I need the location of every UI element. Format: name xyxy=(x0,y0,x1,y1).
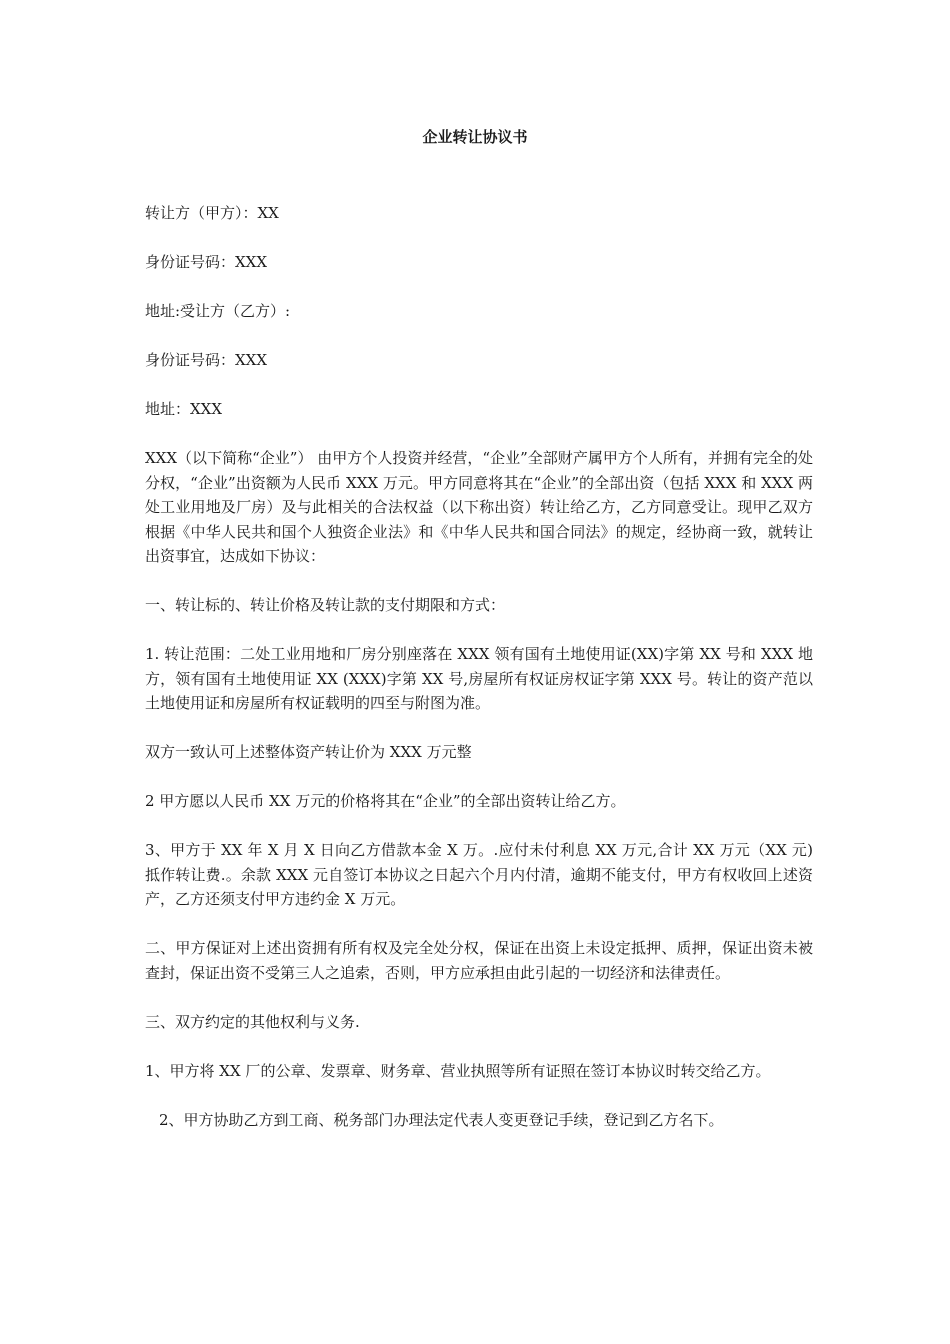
address-transferee-line: 地址:受让方（乙方）: xyxy=(145,302,291,320)
address-line: 地址：XXX xyxy=(145,400,223,418)
transferor-id-line: 身份证号码：XXX xyxy=(145,253,268,271)
clause-2-transfer: 2 甲方愿以人民币 XX 万元的价格将其在“企业”的全部出资转让给乙方。 xyxy=(145,792,626,810)
document-title: 企业转让协议书 xyxy=(422,128,528,146)
clause-3-2-registration: 2、甲方协助乙方到工商、税务部门办理法定代表人变更登记手续，登记到乙方名下。 xyxy=(159,1110,724,1129)
clause-1-scope: 1. 转让范围：二处工业用地和厂房分别座落在 XXX 领有国有土地使用证(XX)字第 XX 号和 XXX 地方，领有国有土地使用证 XX (XXX)字第 XX 号,房屋所有权证房权证字第 XXX 号。转让的资产范以土地使用证和房屋所有权证载明的四至与附图为准。 xyxy=(145,645,813,712)
clause-3-payment: 3、甲方于 XX 年 X 月 X 日向乙方借款本金 X 万。.应付未付利息 XX 万元,合计 XX 万元（XX 元)抵作转让费.。余款 XXX 元自签订本协议之日起六个月内付清，逾期不能支付，甲方有权收回上述资产，乙方还须支付甲方违约金 X 万元。 xyxy=(145,841,813,908)
clause-3-1-seals: 1、甲方将 XX 厂的公章、发票章、财务章、营业执照等所有证照在签订本协议时转交给乙方。 xyxy=(145,1061,771,1080)
clause-price-agreement: 双方一致认可上述整体资产转让价为 XXX 万元整 xyxy=(145,743,472,761)
document-body xyxy=(145,201,813,1157)
transferor-line: 转让方（甲方）：XX xyxy=(145,204,279,222)
section-2-warranty: 二、甲方保证对上述出资拥有所有权及完全处分权，保证在出资上未设定抵押、质押，保证出资未被查封，保证出资不受第三人之追索，否则，甲方应承担由此引起的一切经济和法律责任。 xyxy=(145,939,813,982)
transferee-id-line: 身份证号码：XXX xyxy=(145,351,268,369)
preamble-paragraph: XXX（以下简称“企业”） 由甲方个人投资并经营，“企业”全部财产属甲方个人所有，并拥有完全的处分权，“企业”出资额为人民币 XXX 万元。甲方同意将其在“企业”的全部出资（包括 XXX 和 XXX 两处工业用地及厂房）及与此相关的合法权益（以下称出资）转让给乙方，乙方同意受让。现甲乙双方根据《中华人民共和国个人独资企业法》和《中华人民共和国合同法》的规定，经协商一致，就转让出资事宜，达成如下协议： xyxy=(145,449,813,565)
section-3-heading: 三、双方约定的其他权利与义务. xyxy=(145,1012,360,1031)
section-1-heading: 一、转让标的、转让价格及转让款的支付期限和方式： xyxy=(145,596,506,614)
